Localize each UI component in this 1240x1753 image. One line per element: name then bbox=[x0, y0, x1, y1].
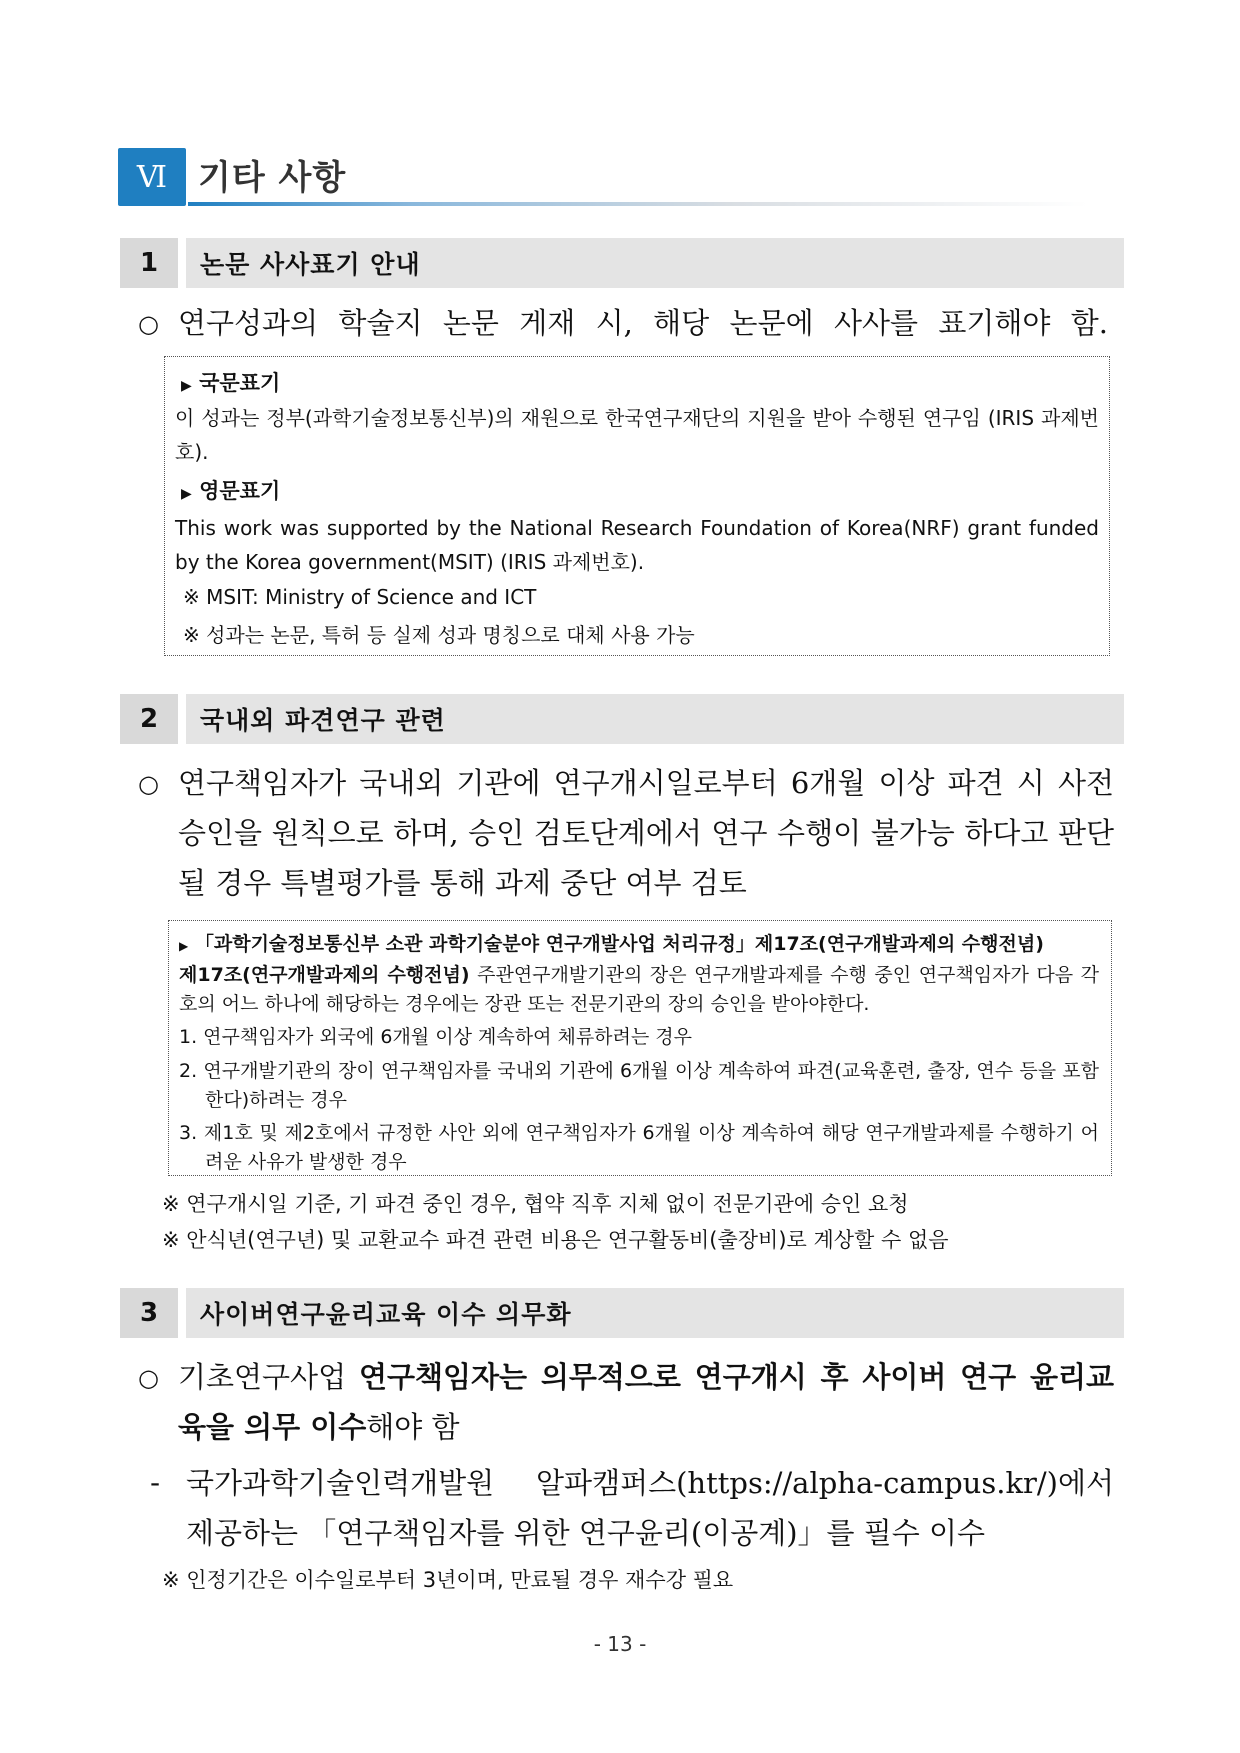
page-number: - 13 - bbox=[593, 1632, 647, 1656]
korean-text: 이 성과는 정부(과학기술정보통신부)의 재원으로 한국연구재단의 지원을 받아 수행된 연구임 (IRIS 과제번호). bbox=[175, 406, 1099, 464]
note-substitute: ※ 성과는 논문, 특허 등 실제 성과 명칭으로 대체 사용 가능 bbox=[183, 623, 695, 647]
triangle-bullet-icon: ▶ bbox=[181, 378, 192, 394]
korean-heading: ▶ 국문표기 bbox=[181, 371, 281, 395]
section-3-dash bbox=[150, 1458, 1114, 1558]
section-2-note-1: ※ 연구개시일 기준, 기 파견 중인 경우, 협약 직후 지체 없이 전문기관에 승인 요청 bbox=[162, 1192, 909, 1216]
regulation-item-3: 3. 제1호 및 제2호에서 규정한 사안 외에 연구책임자가 6개월 이상 계속하여 해당 연구개발과제를 수행하기 어려운 사유가 발생한 경우 bbox=[179, 1122, 1099, 1173]
section-number: 1 bbox=[120, 238, 178, 288]
triangle-bullet-icon: ▶ bbox=[181, 486, 192, 502]
section-title: 국내외 파견연구 관련 bbox=[186, 694, 1124, 744]
dash-text: 국가과학기술인력개발원 알파캠퍼스(https://alpha-campus.kr/)에서 제공하는 「연구책임자를 위한 연구윤리(이공계)」를 필수 이수 bbox=[186, 1466, 1114, 1550]
regulation-heading: ▶ 「과학기술정보통신부 소관 과학기술분야 연구개발사업 처리규정」제17조(연구개발과제의 수행전념) bbox=[179, 933, 1044, 955]
regulation-item-1: 1. 연구책임자가 외국에 6개월 이상 계속하여 체류하려는 경우 bbox=[179, 1026, 692, 1048]
section-title: 논문 사사표기 안내 bbox=[186, 238, 1124, 288]
chapter-underline bbox=[188, 202, 1088, 206]
section-2-note-2: ※ 안식년(연구년) 및 교환교수 파견 관련 비용은 연구활동비(출장비)로 계상할 수 없음 bbox=[162, 1228, 949, 1252]
section-1-bullet bbox=[138, 298, 1108, 348]
english-text: This work was supported by the National Research Foundation of Korea(NRF) grant funded by the Korea government(MSIT) (IRIS 과제번호). bbox=[175, 516, 1099, 574]
chapter-title: 기타 사항 bbox=[198, 158, 347, 198]
section-3-header bbox=[120, 1288, 1124, 1338]
section-1-header bbox=[120, 238, 1124, 288]
section-2-header bbox=[120, 694, 1124, 744]
section-number: 2 bbox=[120, 694, 178, 744]
note-msit: ※ MSIT: Ministry of Science and ICT bbox=[183, 585, 537, 609]
circle-bullet-icon: ○ bbox=[138, 310, 159, 338]
dash-bullet-icon: - bbox=[150, 1466, 161, 1499]
section-number: 3 bbox=[120, 1288, 178, 1338]
regulation-box bbox=[168, 920, 1112, 1176]
section-3-bullet bbox=[138, 1352, 1114, 1452]
section-title: 사이버연구윤리교육 이수 의무화 bbox=[186, 1288, 1124, 1338]
triangle-bullet-icon: ▶ bbox=[179, 939, 189, 953]
chapter-badge: Ⅵ bbox=[118, 148, 186, 206]
regulation-lead: 제17조(연구개발과제의 수행전념) 주관연구개발기관의 장은 연구개발과제를 수행 중인 연구책임자가 다음 각 호의 어느 하나에 해당하는 경우에는 장관 또는 전문기관의 장의 승인을 받아야한다. bbox=[179, 964, 1099, 1015]
english-heading: ▶ 영문표기 bbox=[181, 479, 281, 503]
circle-bullet-icon: ○ bbox=[138, 770, 159, 798]
bullet-text: 기초연구사업 연구책임자는 의무적으로 연구개시 후 사이버 연구 윤리교육을 의무 이수해야 함 bbox=[178, 1360, 1114, 1444]
bullet-text: 연구책임자가 국내외 기관에 연구개시일로부터 6개월 이상 파견 시 사전 승인을 원칙으로 하며, 승인 검토단계에서 연구 수행이 불가능 하다고 판단될 경우 특별평가를 통해 과제 중단 여부 검토 bbox=[178, 766, 1114, 900]
acknowledgement-box bbox=[164, 356, 1110, 656]
regulation-item-2: 2. 연구개발기관의 장이 연구책임자를 국내외 기관에 6개월 이상 계속하여 파견(교육훈련, 출장, 연수 등을 포함한다)하려는 경우 bbox=[179, 1060, 1099, 1111]
bullet-text: 연구성과의 학술지 논문 게재 시, 해당 논문에 사사를 표기해야 함. bbox=[178, 306, 1108, 340]
circle-bullet-icon: ○ bbox=[138, 1364, 159, 1392]
section-2-bullet bbox=[138, 758, 1114, 908]
section-3-note: ※ 인정기간은 이수일로부터 3년이며, 만료될 경우 재수강 필요 bbox=[162, 1568, 734, 1592]
